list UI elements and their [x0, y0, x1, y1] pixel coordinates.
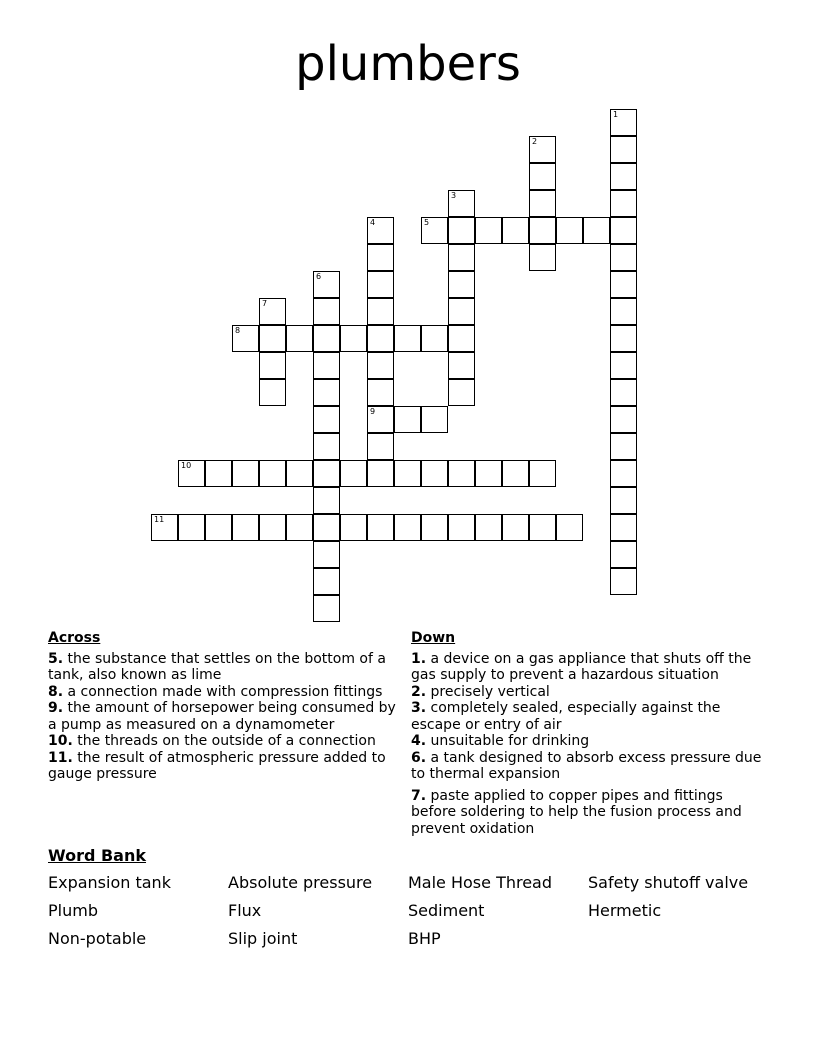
- crossword-cell[interactable]: [367, 433, 394, 460]
- across-clue: [48, 684, 408, 701]
- crossword-cell[interactable]: [448, 325, 475, 352]
- crossword-cell[interactable]: [421, 460, 448, 487]
- crossword-cell[interactable]: [421, 217, 448, 244]
- clue-text: paste applied to copper pipes and fittings before soldering to help the fusion process and prevent oxidation: [411, 787, 742, 837]
- crossword-cell[interactable]: [448, 244, 475, 271]
- crossword-cell[interactable]: [313, 541, 340, 568]
- word-bank-item: Absolute pressure: [228, 873, 373, 892]
- clue-text: the threads on the outside of a connection: [77, 733, 376, 749]
- cell-number: 11: [154, 515, 165, 524]
- crossword-cell[interactable]: [421, 514, 448, 541]
- clue-number: 11.: [48, 749, 73, 766]
- word-bank-item: Male Hose Thread: [408, 873, 553, 892]
- crossword-cell[interactable]: [448, 298, 475, 325]
- crossword-cell[interactable]: [610, 406, 637, 433]
- crossword-cell[interactable]: [367, 217, 394, 244]
- crossword-cell[interactable]: [178, 460, 205, 487]
- clue-number: 9.: [48, 700, 64, 716]
- crossword-cell[interactable]: [448, 271, 475, 298]
- crossword-cell[interactable]: [313, 595, 340, 622]
- crossword-cell[interactable]: [259, 352, 286, 379]
- clue-text: unsuitable for drinking: [430, 733, 590, 749]
- crossword-cell[interactable]: [448, 460, 475, 487]
- crossword-cell[interactable]: [232, 460, 259, 487]
- crossword-cell[interactable]: [313, 568, 340, 595]
- crossword-cell[interactable]: [232, 325, 259, 352]
- crossword-cell[interactable]: [313, 298, 340, 325]
- crossword-cell[interactable]: [610, 298, 637, 325]
- clue-number: 4.: [411, 733, 427, 749]
- crossword-cell[interactable]: [610, 433, 637, 460]
- crossword-cell[interactable]: [367, 379, 394, 406]
- crossword-cell[interactable]: [610, 487, 637, 514]
- across-clue: [48, 750, 408, 783]
- crossword-cell[interactable]: [556, 514, 583, 541]
- clue-text: a connection made with compression fittings: [67, 683, 383, 700]
- crossword-cell[interactable]: [610, 109, 637, 136]
- word-bank-item: Expansion tank: [48, 873, 171, 892]
- crossword-cell[interactable]: [394, 325, 421, 352]
- crossword-cell[interactable]: [610, 271, 637, 298]
- crossword-cell[interactable]: [232, 514, 259, 541]
- crossword-cell[interactable]: [313, 487, 340, 514]
- crossword-cell[interactable]: [610, 325, 637, 352]
- clue-number: 6.: [411, 749, 427, 766]
- word-bank-list: [48, 873, 788, 949]
- cell-number: 3: [451, 191, 457, 200]
- clue-text: a device on a gas appliance that shuts off the gas supply to prevent a hazardous situation: [411, 650, 752, 683]
- cell-number: 9: [370, 407, 376, 416]
- crossword-cell[interactable]: [475, 460, 502, 487]
- crossword-cell[interactable]: [529, 163, 556, 190]
- crossword-cell[interactable]: [259, 514, 286, 541]
- crossword-cell[interactable]: [313, 406, 340, 433]
- crossword-cell[interactable]: [205, 514, 232, 541]
- down-heading: Down: [411, 630, 456, 646]
- crossword-cell[interactable]: [259, 460, 286, 487]
- crossword-cell[interactable]: [367, 271, 394, 298]
- crossword-cell[interactable]: [610, 217, 637, 244]
- crossword-cell[interactable]: [610, 541, 637, 568]
- crossword-cell[interactable]: [367, 352, 394, 379]
- crossword-cell[interactable]: [529, 190, 556, 217]
- crossword-cell[interactable]: [502, 460, 529, 487]
- crossword-cell[interactable]: [286, 514, 313, 541]
- down-clue: [411, 750, 771, 783]
- cell-number: 6: [316, 272, 322, 281]
- crossword-cell[interactable]: [448, 190, 475, 217]
- word-bank-item: Non-potable: [48, 929, 147, 948]
- cell-number: 1: [613, 110, 619, 119]
- crossword-cell[interactable]: [475, 217, 502, 244]
- cell-number: 4: [370, 218, 376, 227]
- cell-number: 2: [532, 137, 538, 146]
- clue-text: the substance that settles on the bottom of a tank, also known as lime: [48, 650, 386, 683]
- clue-text: a tank designed to absorb excess pressure due to thermal expansion: [411, 749, 762, 782]
- word-bank: [48, 846, 788, 949]
- crossword-cell[interactable]: [178, 514, 205, 541]
- cell-number: 10: [181, 461, 192, 470]
- crossword-cell[interactable]: [259, 298, 286, 325]
- crossword-cell[interactable]: [394, 406, 421, 433]
- cell-number: 7: [262, 299, 268, 308]
- crossword-cell[interactable]: [313, 325, 340, 352]
- down-clue: [411, 733, 771, 750]
- crossword-cell[interactable]: [610, 136, 637, 163]
- word-bank-heading: Word Bank: [48, 846, 147, 865]
- crossword-cell[interactable]: [529, 460, 556, 487]
- crossword-cell[interactable]: [205, 460, 232, 487]
- word-bank-item: Slip joint: [228, 929, 298, 948]
- crossword-cell[interactable]: [367, 298, 394, 325]
- crossword-cell[interactable]: [340, 325, 367, 352]
- crossword-cell[interactable]: [610, 460, 637, 487]
- crossword-cell[interactable]: [475, 514, 502, 541]
- down-clue: [411, 788, 771, 838]
- crossword-cell[interactable]: [340, 460, 367, 487]
- across-clue: [48, 733, 408, 750]
- crossword-cell[interactable]: [529, 136, 556, 163]
- crossword-cell[interactable]: [556, 217, 583, 244]
- crossword-cell[interactable]: [394, 460, 421, 487]
- crossword-cell[interactable]: [259, 325, 286, 352]
- crossword-cell[interactable]: [286, 460, 313, 487]
- word-bank-item: Safety shutoff valve: [588, 873, 749, 892]
- crossword-cell[interactable]: [610, 379, 637, 406]
- clue-number: 5.: [48, 650, 64, 667]
- crossword-cell[interactable]: [529, 217, 556, 244]
- down-clue: [411, 684, 771, 701]
- crossword-cell[interactable]: [367, 325, 394, 352]
- cell-number: 5: [424, 218, 430, 227]
- crossword-cell[interactable]: [394, 514, 421, 541]
- cell-number: 8: [235, 326, 241, 335]
- crossword-cell[interactable]: [610, 568, 637, 595]
- across-clue: [48, 651, 408, 684]
- crossword-cell[interactable]: [313, 379, 340, 406]
- crossword-cell[interactable]: [313, 271, 340, 298]
- across-clue: [48, 700, 408, 733]
- page-title: plumbers: [295, 36, 521, 92]
- crossword-cell[interactable]: [286, 325, 313, 352]
- crossword-cell[interactable]: [367, 514, 394, 541]
- crossword-cell[interactable]: [448, 379, 475, 406]
- crossword-cell[interactable]: [421, 406, 448, 433]
- down-clue: [411, 651, 771, 684]
- clue-text: the amount of horsepower being consumed by a pump as measured on a dynamometer: [48, 700, 396, 733]
- word-bank-item: BHP: [408, 929, 441, 948]
- crossword-cell[interactable]: [610, 244, 637, 271]
- crossword-cell[interactable]: [610, 352, 637, 379]
- crossword-cell[interactable]: [448, 514, 475, 541]
- word-bank-item: Sediment: [408, 901, 485, 920]
- crossword-cell[interactable]: [448, 352, 475, 379]
- crossword-cell[interactable]: [610, 163, 637, 190]
- down-clue: [411, 700, 771, 733]
- crossword-cell[interactable]: [151, 514, 178, 541]
- crossword-cell[interactable]: [610, 514, 637, 541]
- down-clues: [411, 630, 771, 837]
- crossword-cell[interactable]: [313, 460, 340, 487]
- crossword-cell[interactable]: [529, 514, 556, 541]
- clue-text: precisely vertical: [430, 683, 550, 700]
- crossword-cell[interactable]: [313, 433, 340, 460]
- word-bank-item: Flux: [228, 901, 262, 920]
- word-bank-item: Plumb: [48, 901, 98, 920]
- clue-number: 7.: [411, 787, 427, 804]
- crossword-cell[interactable]: [259, 379, 286, 406]
- crossword-cell[interactable]: [529, 244, 556, 271]
- crossword-cell[interactable]: [610, 190, 637, 217]
- clue-number: 8.: [48, 683, 64, 700]
- word-bank-item: Hermetic: [588, 901, 662, 920]
- crossword-cell[interactable]: [313, 352, 340, 379]
- across-clues: [48, 630, 408, 783]
- crossword-cell[interactable]: [502, 514, 529, 541]
- crossword-cell[interactable]: [583, 217, 610, 244]
- crossword-cell[interactable]: [502, 217, 529, 244]
- crossword-cell[interactable]: [367, 406, 394, 433]
- crossword-cell[interactable]: [448, 217, 475, 244]
- clue-number: 2.: [411, 683, 427, 700]
- crossword-cell[interactable]: [367, 244, 394, 271]
- crossword-cell[interactable]: [340, 514, 367, 541]
- crossword-cell[interactable]: [313, 514, 340, 541]
- clue-text: the result of atmospheric pressure added to gauge pressure: [48, 749, 386, 782]
- crossword-cell[interactable]: [421, 325, 448, 352]
- clue-number: 10.: [48, 733, 73, 749]
- clue-number: 3.: [411, 700, 427, 716]
- clue-number: 1.: [411, 650, 427, 667]
- across-heading: Across: [48, 630, 101, 646]
- clue-text: completely sealed, especially against the escape or entry of air: [411, 700, 721, 733]
- crossword-cell[interactable]: [367, 460, 394, 487]
